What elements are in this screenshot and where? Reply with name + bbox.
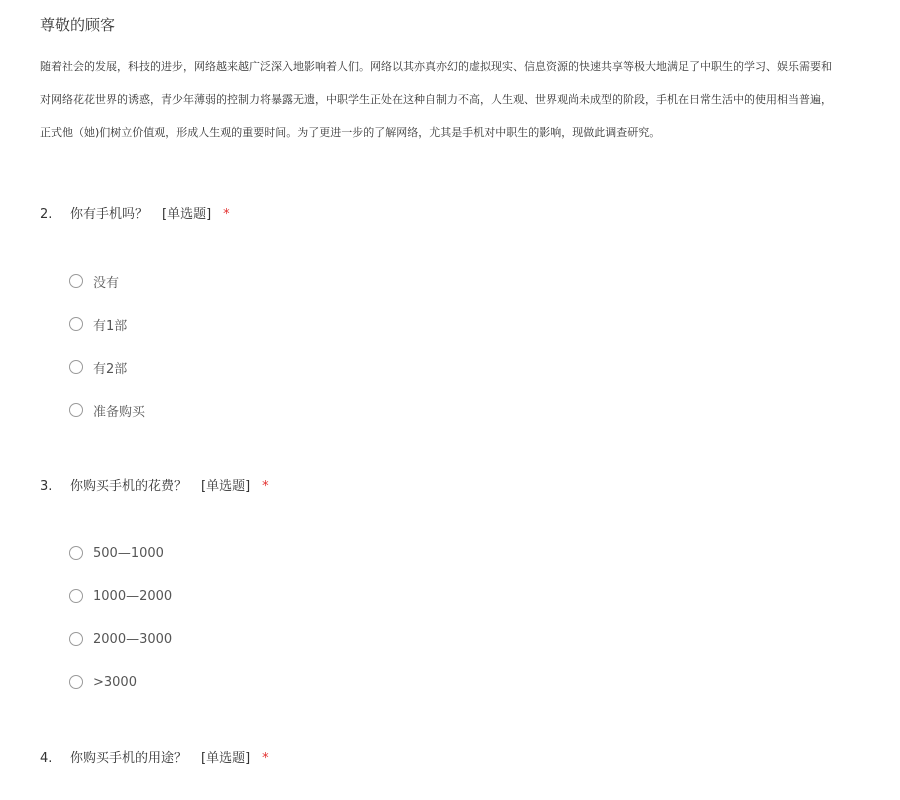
question-number: 2. xyxy=(40,207,53,222)
option-label[interactable]: 2000—3000 xyxy=(93,631,173,647)
radio-button[interactable] xyxy=(69,675,83,689)
intro-line-1: 随着社会的发展，科技的进步，网络越来越广泛深入地影响着人们。网络以其亦真亦幻的虚拟现实、信息资源的快速共享等极大地满足了中职生的学习、娱乐需要和 xyxy=(40,60,832,73)
required-marker: * xyxy=(262,479,269,494)
intro-line-3: 正式他（她)们树立价值观，形成人生观的重要时间。为了更进一步的了解网络，尤其是手机对中职生的影响，现做此调查研究。 xyxy=(40,126,661,139)
radio-button[interactable] xyxy=(69,632,83,646)
option-label[interactable]: 没有 xyxy=(93,275,120,291)
question-3-option-1[interactable] xyxy=(69,544,164,562)
question-number: 4. xyxy=(40,751,53,766)
question-text: 你购买手机的用途？ xyxy=(70,751,188,766)
question-2-option-1[interactable] xyxy=(69,272,119,290)
question-3-option-2[interactable] xyxy=(69,587,172,605)
question-type: [单选题] xyxy=(162,207,212,222)
option-label[interactable]: 有1部 xyxy=(93,318,128,334)
radio-button[interactable] xyxy=(69,589,83,603)
radio-button[interactable] xyxy=(69,546,83,560)
question-2-option-2[interactable] xyxy=(69,315,127,333)
question-2-option-3[interactable] xyxy=(69,358,127,376)
question-3-title xyxy=(40,475,269,494)
option-label[interactable]: >3000 xyxy=(93,674,137,690)
radio-button[interactable] xyxy=(69,360,83,374)
option-label[interactable]: 有2部 xyxy=(93,361,128,377)
radio-button[interactable] xyxy=(69,317,83,331)
option-label[interactable]: 500—1000 xyxy=(93,545,164,561)
question-number: 3. xyxy=(40,479,53,494)
question-4-title xyxy=(40,747,269,766)
question-type: [单选题] xyxy=(201,479,251,494)
radio-button[interactable] xyxy=(69,274,83,288)
radio-button[interactable] xyxy=(69,403,83,417)
question-type: [单选题] xyxy=(201,751,251,766)
question-3-option-3[interactable] xyxy=(69,630,172,648)
question-3-option-4[interactable] xyxy=(69,673,137,691)
option-label[interactable]: 1000—2000 xyxy=(93,588,173,604)
question-2-title xyxy=(40,203,230,222)
greeting-heading: 尊敬的顾客 xyxy=(40,16,116,34)
option-label[interactable]: 准备购买 xyxy=(93,404,146,420)
required-marker: * xyxy=(262,751,269,766)
question-text: 你有手机吗？ xyxy=(70,207,149,222)
question-2-option-4[interactable] xyxy=(69,401,145,419)
required-marker: * xyxy=(223,207,230,222)
question-text: 你购买手机的花费？ xyxy=(70,479,188,494)
intro-line-2: 对网络花花世界的诱惑，青少年薄弱的控制力将暴露无遗，中职学生正处在这种自制力不高，人生观、世界观尚未成型的阶段，手机在日常生活中的使用相当普遍， xyxy=(40,93,832,106)
